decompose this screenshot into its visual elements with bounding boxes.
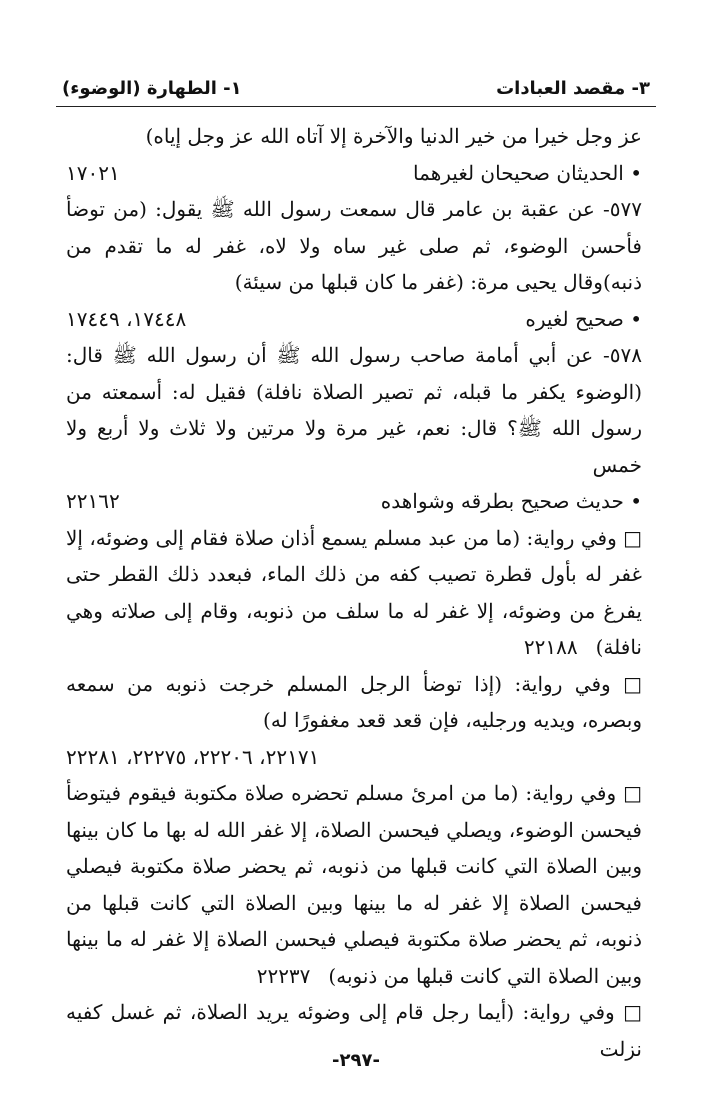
reference-numbers: ٢٢١٦٢ xyxy=(66,489,120,513)
page-number: -٢٩٧- xyxy=(332,1050,380,1071)
grading-text: • حديث صحيح بطرقه وشواهده xyxy=(380,489,642,513)
hadith-578: ٥٧٨- عن أبي أمامة صاحب رسول الله ﷺ أن رسول الله ﷺ قال: (الوضوء يكفر ما قبله، ثم تصير الصلاة نافلة) فقيل له: أسمعته من رسول الله ﷺ؟ قال: نعم، غير مرة ولا مرتين ولا ثلاث ولا أربع ولا خمس xyxy=(66,343,642,477)
reference-numbers: ٢٢١٧١، ٢٢٢٠٦، ٢٢٢٧٥، ٢٢٢٨١ xyxy=(66,744,320,769)
grading-text: • صحيح لغيره xyxy=(525,306,642,331)
reference-numbers: ٢٢٢٣٧ xyxy=(256,963,311,988)
grading-line xyxy=(66,155,642,192)
header-rule xyxy=(56,106,656,107)
grading-line xyxy=(66,301,642,338)
grading-line xyxy=(66,483,642,520)
reference-numbers: ٢٢١٨٨ xyxy=(523,635,578,659)
section-title: ١- الطهارة (الوضوء) xyxy=(62,78,242,99)
riwaya-paragraph: □ وفي رواية: (أيما رجل قام إلى وضوئه يريد الصلاة، ثم غسل كفيه نزلت xyxy=(66,1000,642,1061)
text-line: عز وجل خيرا من خير الدنيا والآخرة إلا آتاه الله عز وجل إياه) xyxy=(145,124,642,148)
riwaya-paragraph xyxy=(66,520,642,666)
reference-line xyxy=(66,739,642,776)
hadith-577: ٥٧٧- عن عقبة بن عامر قال سمعت رسول الله ﷺ يقول: (من توضأ فأحسن الوضوء، ثم صلى غير ساه ولا لاه، غفر له ما تقدم من ذنبه)وقال يحيى مرة: (غفر ما كان قبلها من سيئة) xyxy=(66,197,642,294)
reference-numbers: ١٧٠٢١ xyxy=(66,160,120,185)
reference-numbers: ١٧٤٤٨، ١٧٤٤٩ xyxy=(66,306,187,331)
chapter-title: ٣- مقصد العبادات xyxy=(496,78,650,99)
riwaya-paragraph xyxy=(66,775,642,994)
running-header xyxy=(56,72,656,102)
grading-text: • الحديثان صحيحان لغيرهما xyxy=(413,160,642,185)
riwaya-paragraph: □ وفي رواية: (إذا توضأ الرجل المسلم خرجت ذنوبه من سمعه وبصره، ويديه ورجليه، فإن قعد قعد مغفورًا له) xyxy=(66,671,642,732)
riwaya-text: □ وفي رواية: (ما من امرئ مسلم تحضره صلاة مكتوبة فيقوم فيتوضأ فيحسن الوضوء، ويصلي فيحسن الصلاة، إلا غفر الله له بها ما كان بينها وبين الصلاة التي كانت قبلها من ذنوبه، ثم يحضر صلاة مكتوبة فيصلي فيحسن الصلاة إلا غفر له ما بينها وبين الصلاة التي كانت قبلها من ذنوبه، ثم يحضر صلاة مكتوبة فيصلي فيحسن الصلاة إلا غفر له ما بينها وبين الصلاة التي كانت قبلها من ذنوبه) xyxy=(66,781,642,988)
riwaya-text: □ وفي رواية: (ما من عبد مسلم يسمع أذان صلاة فقام إلى وضوئه، إلا غفر له بأول قطرة تصيب كفه من ذلك الماء، فبعدد ذلك القطر حتى يفرغ من وضوئه، إلا غفر له ما سلف من ذنوبه، وقام إلى صلاته وهي نافلة) xyxy=(66,525,642,659)
